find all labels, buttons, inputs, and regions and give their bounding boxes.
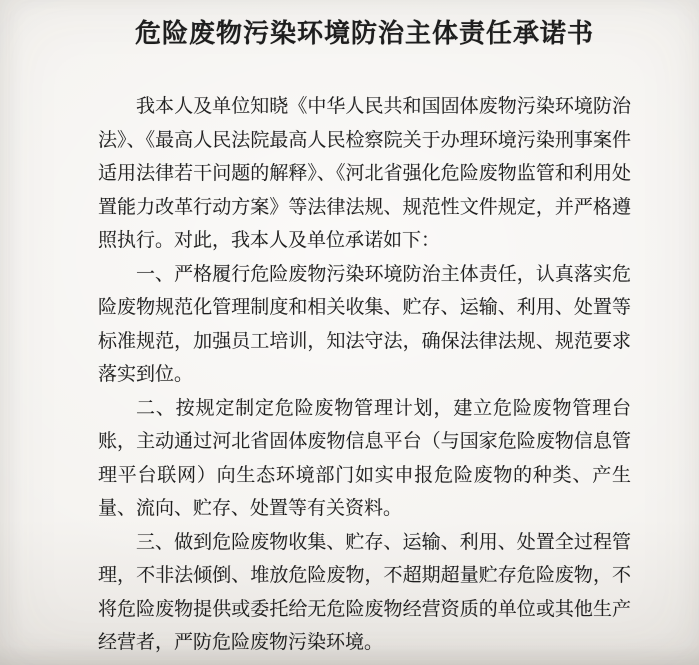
document-paragraph: 三、做到危险废物收集、贮存、运输、利用、处置全过程管理，不非法倾倒、堆放危险废物，不超期超量贮存危险废物，不将危险废物提供或委托给无危险废物经营资质的单位或其他生产经营者，严防危险废物污染环境。 bbox=[98, 531, 631, 653]
document-paragraph: 二、按规定制定危险废物管理计划，建立危险废物管理台账，主动通过河北省固体废物信息平台（与国家危险废物信息管理平台联网）向生态环境部门如实申报危险废物的种类、产生量、流向、贮存、处置等有关资料。 bbox=[98, 397, 631, 519]
document-paragraph: 我本人及单位知晓《中华人民共和国固体废物污染环境防治法》、《最高人民法院最高人民检察院关于办理环境污染刑事案件适用法律若干问题的解释》、《河北省强化危险废物监管和利用处置能力改革行动方案》等法律法规、规范性文件规定，并严格遵照执行。对此，我本人及单位承诺如下： bbox=[98, 96, 631, 251]
document-title: 危险废物污染环境防治主体责任承诺书 bbox=[134, 19, 594, 48]
document-body bbox=[98, 90, 631, 660]
document-paragraph: 一、严格履行危险废物污染环境防治主体责任，认真落实危险废物规范化管理制度和相关收集、贮存、运输、利用、处置等标准规范，加强员工培训，知法守法，确保法律法规、规范要求落实到位。 bbox=[98, 263, 631, 385]
